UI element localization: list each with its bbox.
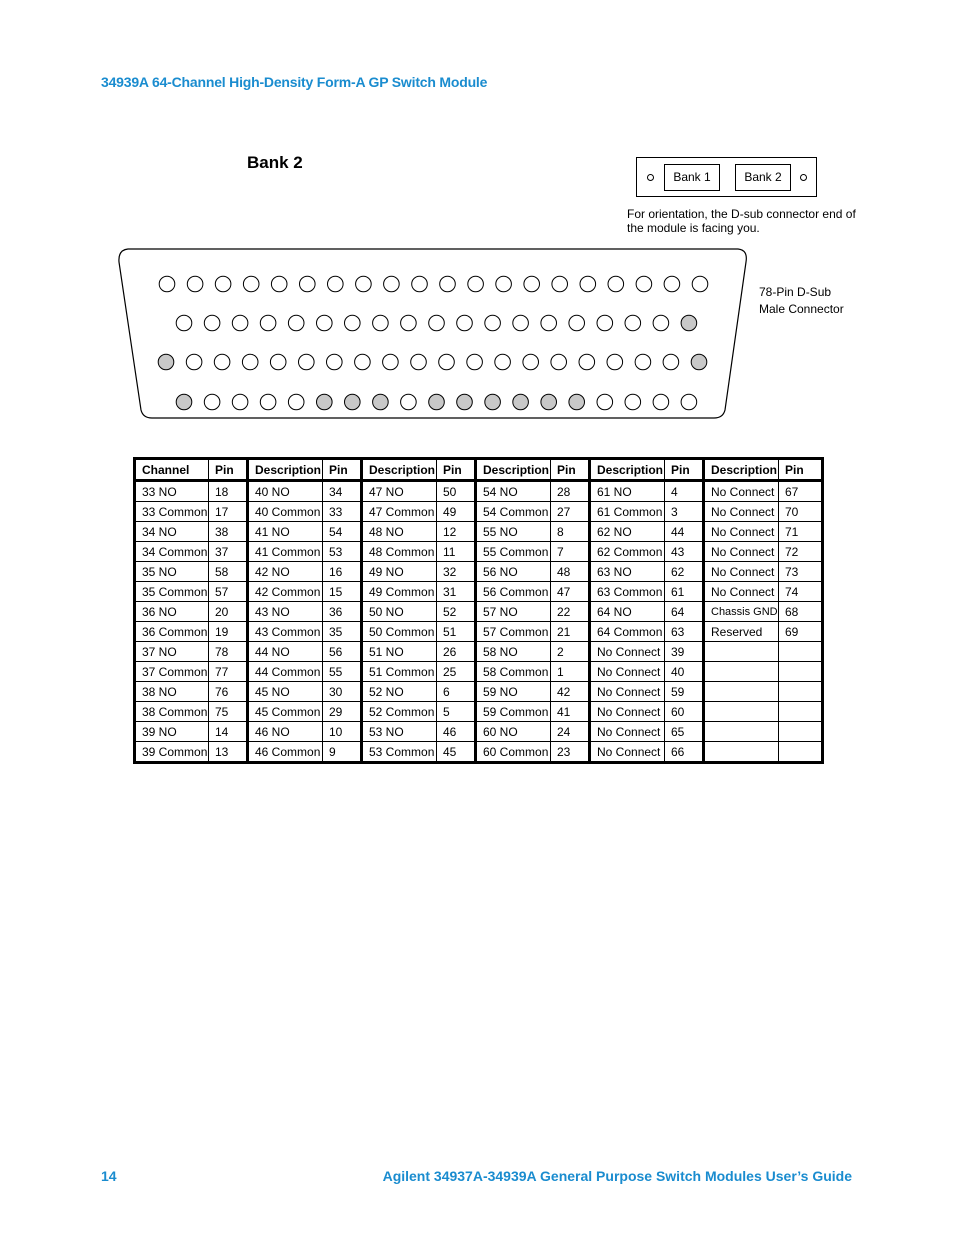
table-cell: 67	[779, 481, 823, 502]
dsub-pin	[439, 354, 455, 370]
table-cell: 64 NO	[590, 602, 665, 622]
dsub-pin	[580, 276, 596, 292]
table-cell	[779, 742, 823, 763]
table-cell: 36	[323, 602, 362, 622]
dsub-pin	[513, 315, 529, 331]
table-cell: 35 Common	[135, 582, 209, 602]
table-cell: No Connect	[704, 502, 779, 522]
table-cell: 11	[437, 542, 476, 562]
table-cell: No Connect	[704, 481, 779, 502]
table-cell: 8	[551, 522, 590, 542]
table-cell: 59	[665, 682, 704, 702]
footer-guide-title: Agilent 34937A-34939A General Purpose Switch Modules User’s Guide	[382, 1168, 852, 1184]
table-cell: 1	[551, 662, 590, 682]
table-cell: 74	[779, 582, 823, 602]
table-cell: 50 Common	[362, 622, 437, 642]
table-cell: 2	[551, 642, 590, 662]
dsub-pin	[664, 276, 680, 292]
table-cell: 3	[665, 502, 704, 522]
table-cell: 58 Common	[476, 662, 551, 682]
table-cell: 63	[665, 622, 704, 642]
table-cell: Reserved	[704, 622, 779, 642]
table-cell: 42 NO	[248, 562, 323, 582]
table-cell	[704, 742, 779, 763]
table-cell: 18	[209, 481, 248, 502]
dsub-pin	[597, 394, 613, 410]
table-cell: 10	[323, 722, 362, 742]
table-cell: 7	[551, 542, 590, 562]
table-cell: 36 Common	[135, 622, 209, 642]
table-cell: 35 NO	[135, 562, 209, 582]
dsub-pin	[158, 354, 174, 370]
table-header-cell: Channel	[135, 459, 209, 481]
dsub-pin	[412, 276, 428, 292]
dsub-pin	[242, 354, 258, 370]
table-cell: 51	[437, 622, 476, 642]
dsub-pin	[692, 276, 708, 292]
table-cell: No Connect	[704, 542, 779, 562]
table-cell: 40 NO	[248, 481, 323, 502]
dsub-pin	[541, 315, 557, 331]
dsub-pin	[653, 315, 669, 331]
table-row	[135, 682, 823, 702]
table-cell: 55 NO	[476, 522, 551, 542]
orientation-note: For orientation, the D-sub connector end of the module is facing you.	[627, 207, 856, 235]
table-cell	[779, 682, 823, 702]
table-cell: 57	[209, 582, 248, 602]
dsub-pin	[373, 394, 389, 410]
table-row	[135, 742, 823, 763]
dsub-pin	[317, 394, 333, 410]
dsub-pin	[260, 315, 276, 331]
table-cell: 66	[665, 742, 704, 763]
table-cell: 61	[665, 582, 704, 602]
table-cell	[704, 722, 779, 742]
page-header-title: 34939A 64-Channel High-Density Form-A GP Switch Module	[101, 74, 488, 90]
dsub-pin	[440, 276, 456, 292]
table-cell: 28	[551, 481, 590, 502]
dsub-pin	[625, 394, 641, 410]
table-cell: 43	[665, 542, 704, 562]
table-cell	[779, 702, 823, 722]
table-row	[135, 662, 823, 682]
table-header-cell: Pin	[209, 459, 248, 481]
table-cell: 15	[323, 582, 362, 602]
table-cell: 53 Common	[362, 742, 437, 763]
table-cell: 52 Common	[362, 702, 437, 722]
table-header-cell: Description	[362, 459, 437, 481]
table-row	[135, 502, 823, 522]
table-cell: 76	[209, 682, 248, 702]
orientation-bank2-box: Bank 2	[735, 164, 791, 191]
dsub-pin	[187, 276, 203, 292]
table-cell: 34	[323, 481, 362, 502]
table-cell: 63 NO	[590, 562, 665, 582]
table-cell: 37 NO	[135, 642, 209, 662]
table-cell	[704, 642, 779, 662]
dsub-pin	[495, 354, 511, 370]
dsub-pin	[383, 354, 399, 370]
dsub-pin	[569, 315, 585, 331]
table-cell: 59 NO	[476, 682, 551, 702]
dsub-pin	[356, 276, 372, 292]
dsub-pin	[429, 315, 445, 331]
table-cell: 56 NO	[476, 562, 551, 582]
dsub-pin	[429, 394, 445, 410]
table-cell: 44 NO	[248, 642, 323, 662]
table-cell: No Connect	[704, 582, 779, 602]
table-cell: 56	[323, 642, 362, 662]
table-cell: No Connect	[590, 642, 665, 662]
dsub-pin	[232, 315, 248, 331]
dsub-pin	[215, 276, 231, 292]
table-cell: 44	[665, 522, 704, 542]
dsub-pin	[317, 315, 333, 331]
dsub-pin	[523, 354, 539, 370]
dsub-pin	[681, 315, 697, 331]
dsub-pin	[607, 354, 623, 370]
dsub-pin	[384, 276, 400, 292]
table-cell: 23	[551, 742, 590, 763]
table-cell: 64	[665, 602, 704, 622]
dsub-pin	[345, 315, 361, 331]
dsub-pin	[186, 354, 202, 370]
dsub-pin	[579, 354, 595, 370]
table-cell: 34 Common	[135, 542, 209, 562]
table-cell: 60 NO	[476, 722, 551, 742]
table-header-cell: Pin	[323, 459, 362, 481]
table-cell: 72	[779, 542, 823, 562]
table-header-row	[135, 459, 823, 481]
table-row	[135, 481, 823, 502]
table-cell: 26	[437, 642, 476, 662]
table-cell: 51 Common	[362, 662, 437, 682]
table-cell: 49	[437, 502, 476, 522]
table-cell: 37	[209, 542, 248, 562]
orientation-bank1-box: Bank 1	[664, 164, 720, 191]
table-cell: 46	[437, 722, 476, 742]
table-cell: 52 NO	[362, 682, 437, 702]
table-cell: 41	[551, 702, 590, 722]
table-cell: Chassis GND	[704, 602, 779, 622]
table-cell: No Connect	[590, 702, 665, 722]
dsub-pin	[513, 394, 529, 410]
table-cell: 49 NO	[362, 562, 437, 582]
table-cell: 55 Common	[476, 542, 551, 562]
dsub-pin	[551, 354, 567, 370]
dsub-connector-shell	[119, 249, 746, 418]
dsub-pin	[270, 354, 286, 370]
table-cell: 49 Common	[362, 582, 437, 602]
table-cell: 31	[437, 582, 476, 602]
table-cell: 73	[779, 562, 823, 582]
table-cell: 40	[665, 662, 704, 682]
table-cell: 16	[323, 562, 362, 582]
table-cell: 62	[665, 562, 704, 582]
table-header-cell: Pin	[779, 459, 823, 481]
table-row	[135, 642, 823, 662]
table-cell: 39 NO	[135, 722, 209, 742]
table-cell: 70	[779, 502, 823, 522]
table-cell: 62 NO	[590, 522, 665, 542]
table-row	[135, 542, 823, 562]
footer-page-number: 14	[101, 1168, 117, 1184]
dsub-pin	[288, 315, 304, 331]
table-cell: 54 Common	[476, 502, 551, 522]
table-cell: 56 Common	[476, 582, 551, 602]
table-cell: 47 NO	[362, 481, 437, 502]
table-cell: No Connect	[590, 682, 665, 702]
table-cell: 75	[209, 702, 248, 722]
table-row	[135, 602, 823, 622]
table-cell: 54 NO	[476, 481, 551, 502]
dsub-pin	[541, 394, 557, 410]
table-cell: 77	[209, 662, 248, 682]
dsub-pin	[552, 276, 568, 292]
dsub-pin	[328, 276, 344, 292]
dsub-pin	[271, 276, 287, 292]
dsub-pin	[401, 394, 417, 410]
table-cell	[779, 722, 823, 742]
table-cell: 45 NO	[248, 682, 323, 702]
table-cell: 53	[323, 542, 362, 562]
table-cell: 57 Common	[476, 622, 551, 642]
table-cell: 41 NO	[248, 522, 323, 542]
table-cell: 61 NO	[590, 481, 665, 502]
table-cell: 13	[209, 742, 248, 763]
dsub-pin	[401, 315, 417, 331]
table-cell: 54	[323, 522, 362, 542]
table-cell: 32	[437, 562, 476, 582]
table-cell: 61 Common	[590, 502, 665, 522]
dsub-pin	[327, 354, 343, 370]
table-cell: 35	[323, 622, 362, 642]
dsub-pin	[355, 354, 371, 370]
table-header-cell: Description	[476, 459, 551, 481]
table-cell: 43 Common	[248, 622, 323, 642]
table-row	[135, 522, 823, 542]
table-cell: 44 Common	[248, 662, 323, 682]
table-cell: No Connect	[704, 562, 779, 582]
table-cell	[779, 642, 823, 662]
dsub-pin	[176, 394, 192, 410]
table-cell: 51 NO	[362, 642, 437, 662]
table-header-cell: Description	[590, 459, 665, 481]
table-cell: 50	[437, 481, 476, 502]
table-cell: 39 Common	[135, 742, 209, 763]
table-cell: 22	[551, 602, 590, 622]
table-cell: 39	[665, 642, 704, 662]
table-cell: 46 NO	[248, 722, 323, 742]
dsub-pin	[485, 315, 501, 331]
dsub-pin	[691, 354, 707, 370]
table-cell: 33 NO	[135, 481, 209, 502]
table-cell	[704, 682, 779, 702]
table-cell: 9	[323, 742, 362, 763]
table-cell: 21	[551, 622, 590, 642]
table-cell	[779, 662, 823, 682]
table-cell: 14	[209, 722, 248, 742]
dsub-pin	[299, 354, 315, 370]
table-header-cell: Pin	[437, 459, 476, 481]
table-cell: 40 Common	[248, 502, 323, 522]
dsub-pin	[663, 354, 679, 370]
dsub-pin	[204, 394, 220, 410]
dsub-pin	[243, 276, 259, 292]
dsub-pin	[345, 394, 361, 410]
table-row	[135, 722, 823, 742]
table-row	[135, 582, 823, 602]
dsub-pin	[485, 394, 501, 410]
table-row	[135, 702, 823, 722]
table-cell: 29	[323, 702, 362, 722]
dsub-pin	[524, 276, 540, 292]
table-cell: 45	[437, 742, 476, 763]
dsub-pin	[681, 394, 697, 410]
dsub-pin	[636, 276, 652, 292]
table-cell: 48 Common	[362, 542, 437, 562]
table-cell: 37 Common	[135, 662, 209, 682]
table-cell: 45 Common	[248, 702, 323, 722]
table-cell: 6	[437, 682, 476, 702]
dsub-pin	[260, 394, 276, 410]
dsub-pin	[608, 276, 624, 292]
table-cell: 58 NO	[476, 642, 551, 662]
table-cell: 60 Common	[476, 742, 551, 763]
table-cell: 38 NO	[135, 682, 209, 702]
table-row	[135, 622, 823, 642]
table-cell: 65	[665, 722, 704, 742]
table-header-cell: Description	[248, 459, 323, 481]
dsub-pin	[468, 276, 484, 292]
table-cell	[704, 702, 779, 722]
dsub-pin	[625, 315, 641, 331]
table-cell: 48 NO	[362, 522, 437, 542]
table-row	[135, 562, 823, 582]
table-cell: 42	[551, 682, 590, 702]
connector-label-line1: 78-Pin D-Sub	[759, 285, 832, 299]
dsub-pin	[457, 315, 473, 331]
table-cell: 30	[323, 682, 362, 702]
dsub-connector-diagram	[0, 0, 954, 440]
table-cell: No Connect	[590, 722, 665, 742]
table-cell: 47 Common	[362, 502, 437, 522]
table-cell: 52	[437, 602, 476, 622]
table-cell: 41 Common	[248, 542, 323, 562]
bank-heading: Bank 2	[247, 153, 303, 172]
table-cell: 78	[209, 642, 248, 662]
table-cell: 19	[209, 622, 248, 642]
table-cell: 5	[437, 702, 476, 722]
table-cell: 48	[551, 562, 590, 582]
table-cell: 50 NO	[362, 602, 437, 622]
table-cell: 33 Common	[135, 502, 209, 522]
pin-assignment-table	[133, 457, 824, 764]
dsub-pin	[214, 354, 230, 370]
table-header-cell: Pin	[665, 459, 704, 481]
table-cell: No Connect	[590, 662, 665, 682]
table-cell: 60	[665, 702, 704, 722]
table-cell: 62 Common	[590, 542, 665, 562]
dsub-pin	[467, 354, 483, 370]
table-cell: 27	[551, 502, 590, 522]
dsub-pin	[597, 315, 613, 331]
table-cell: 4	[665, 481, 704, 502]
table-cell: 47	[551, 582, 590, 602]
dsub-pin	[204, 315, 220, 331]
table-cell: 59 Common	[476, 702, 551, 722]
table-cell: No Connect	[590, 742, 665, 763]
table-cell: 43 NO	[248, 602, 323, 622]
dsub-pin	[176, 315, 192, 331]
table-cell: 63 Common	[590, 582, 665, 602]
table-cell: 42 Common	[248, 582, 323, 602]
table-cell: 38	[209, 522, 248, 542]
table-cell: 69	[779, 622, 823, 642]
table-cell: 24	[551, 722, 590, 742]
dsub-pin	[300, 276, 316, 292]
table-cell: 20	[209, 602, 248, 622]
dsub-pin	[635, 354, 651, 370]
connector-label	[759, 284, 845, 318]
table-cell: 55	[323, 662, 362, 682]
table-cell: 12	[437, 522, 476, 542]
table-header-cell: Pin	[551, 459, 590, 481]
table-cell: 57 NO	[476, 602, 551, 622]
table-cell: No Connect	[704, 522, 779, 542]
table-cell: 38 Common	[135, 702, 209, 722]
dsub-pin	[457, 394, 473, 410]
table-cell: 64 Common	[590, 622, 665, 642]
table-cell: 71	[779, 522, 823, 542]
table-cell	[704, 662, 779, 682]
dsub-pin	[373, 315, 389, 331]
dsub-pin	[653, 394, 669, 410]
dsub-pin	[232, 394, 248, 410]
table-header-cell: Description	[704, 459, 779, 481]
dsub-pin	[569, 394, 585, 410]
dsub-pin	[496, 276, 512, 292]
table-cell: 46 Common	[248, 742, 323, 763]
table-cell: 68	[779, 602, 823, 622]
table-cell: 58	[209, 562, 248, 582]
dsub-pin	[159, 276, 175, 292]
table-cell: 17	[209, 502, 248, 522]
dsub-pin	[411, 354, 427, 370]
connector-label-line2: Male Connector	[759, 302, 844, 316]
table-cell: 53 NO	[362, 722, 437, 742]
table-cell: 33	[323, 502, 362, 522]
dsub-pin	[288, 394, 304, 410]
table-cell: 36 NO	[135, 602, 209, 622]
table-cell: 25	[437, 662, 476, 682]
table-cell: 34 NO	[135, 522, 209, 542]
